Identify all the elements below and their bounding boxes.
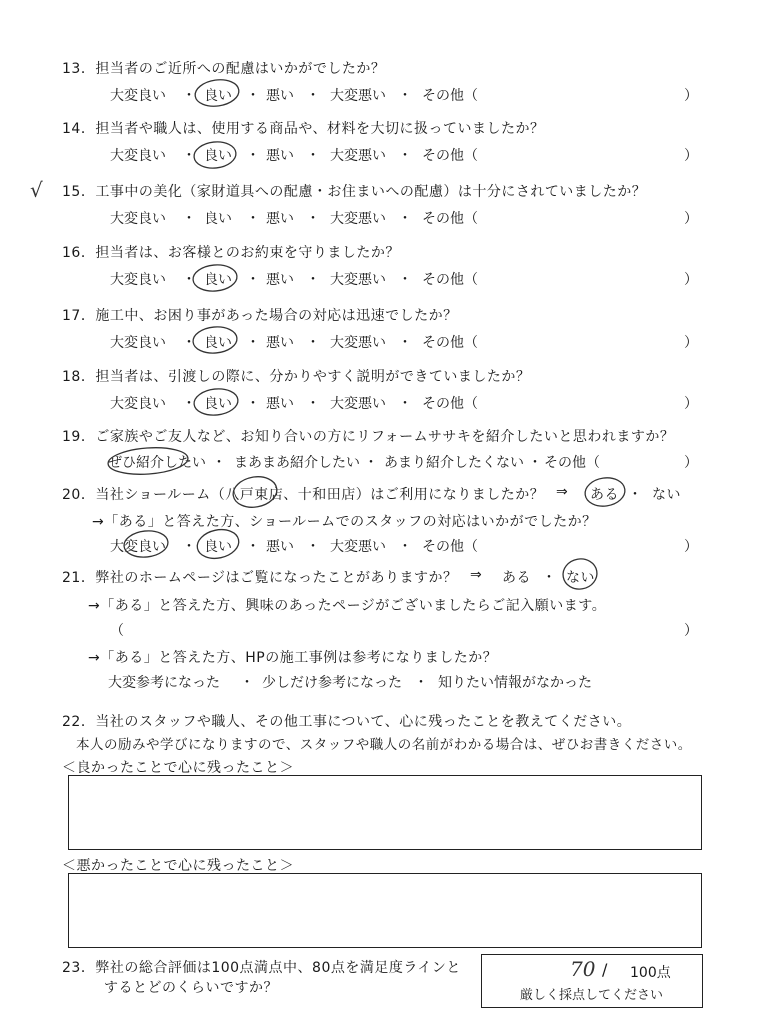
separator: ・: [398, 539, 412, 555]
q13-option[interactable]: 良い: [204, 88, 232, 104]
q20-yes[interactable]: ある: [590, 487, 619, 503]
q17-option: ）: [684, 335, 698, 351]
separator: ・: [246, 396, 260, 412]
q20-option[interactable]: 悪い: [266, 539, 294, 555]
q20-arrow: ⇒: [556, 484, 569, 500]
q17-option[interactable]: その他（: [422, 335, 478, 351]
q21-paren-close: ）: [684, 623, 699, 639]
q20-option: ）: [684, 539, 698, 555]
q21-paren-open: （: [110, 623, 125, 639]
separator: ・: [364, 455, 378, 471]
q17-text: 17．施工中、お困り事があった場合の対応は迅速でしたか？: [62, 308, 458, 324]
q16-text: 16．担当者は、お客様とのお約束を守りましたか？: [62, 245, 400, 261]
separator: ・: [212, 455, 226, 471]
q18-option[interactable]: 大変良い: [110, 396, 166, 412]
separator: ・: [246, 335, 260, 351]
good-comment-box[interactable]: [68, 775, 702, 850]
separator: ・: [246, 88, 260, 104]
q20-text: 20．当社ショールーム（八戸東店、十和田店）はご利用になりましたか？: [62, 487, 545, 503]
score-max: 100点: [630, 965, 671, 981]
q13-option[interactable]: その他（: [422, 88, 478, 104]
q21-follow1: →「ある」と答えた方、興味のあったページがございましたらご記入願います。: [88, 598, 607, 614]
q16-option[interactable]: 悪い: [266, 272, 294, 288]
separator: ・: [182, 88, 196, 104]
separator: ・: [182, 396, 196, 412]
separator: ・: [182, 539, 196, 555]
q15-option[interactable]: 大変良い: [110, 211, 166, 227]
q21-text: 21．弊社のホームページはご覧になったことがありますか？: [62, 570, 458, 586]
q13-option[interactable]: 悪い: [266, 88, 294, 104]
score-note: 厳しく採点してください: [520, 988, 664, 1003]
separator: ・: [246, 539, 260, 555]
q16-option[interactable]: 良い: [204, 272, 232, 288]
q17-option[interactable]: 良い: [204, 335, 232, 351]
q22-text: 22．当社のスタッフや職人、その他工事について、心に残ったことを教えてください。: [62, 714, 632, 730]
separator: ・: [414, 675, 428, 691]
q14-option[interactable]: その他（: [422, 148, 478, 164]
q20-option[interactable]: その他（: [422, 539, 478, 555]
q15-option: ）: [684, 211, 698, 227]
separator: ・: [240, 675, 254, 691]
q21-arrow: ⇒: [470, 567, 483, 583]
separator: ・: [182, 335, 196, 351]
separator: ・: [246, 211, 260, 227]
q17-option[interactable]: 大変良い: [110, 335, 166, 351]
separator: ・: [182, 148, 196, 164]
q19-text: 19．ご家族やご友人など、お知り合いの方にリフォームササキを紹介したいと思われますか？: [62, 429, 675, 445]
q17-option[interactable]: 大変悪い: [330, 335, 386, 351]
bad-comment-box[interactable]: [68, 873, 702, 948]
separator: ・: [628, 487, 643, 503]
q14-option[interactable]: 良い: [204, 148, 232, 164]
separator: ・: [182, 211, 196, 227]
separator: ・: [306, 335, 320, 351]
q21-option[interactable]: 知りたい情報がなかった: [438, 675, 592, 691]
q16-option[interactable]: 大変悪い: [330, 272, 386, 288]
q14-option[interactable]: 大変悪い: [330, 148, 386, 164]
check-icon: √: [30, 178, 43, 202]
q14-text: 14．担当者や職人は、使用する商品や、材料を大切に扱っていましたか？: [62, 121, 545, 137]
q17-option[interactable]: 悪い: [266, 335, 294, 351]
q21-follow2: →「ある」と答えた方、HPの施工事例は参考になりましたか？: [88, 650, 498, 666]
q22-sub: 本人の励みや学びになりますので、スタッフや職人の名前がわかる場合は、ぜひお書きください。: [76, 737, 692, 753]
written-score: 70: [570, 957, 596, 981]
q22-good-label: ＜良かったことで心に残ったこと＞: [62, 760, 294, 776]
separator: ・: [398, 396, 412, 412]
q20-follow: →「ある」と答えた方、ショールームでのスタッフの対応はいかがでしたか？: [92, 514, 597, 530]
q13-option: ）: [684, 88, 698, 104]
separator: ・: [182, 272, 196, 288]
q23-text2: するとどのくらいですか？: [104, 980, 278, 996]
separator: ・: [398, 88, 412, 104]
q20-no[interactable]: ない: [652, 487, 681, 503]
q15-option[interactable]: 大変悪い: [330, 211, 386, 227]
separator: ・: [306, 272, 320, 288]
separator: ・: [306, 148, 320, 164]
q14-option: ）: [684, 148, 698, 164]
q20-option[interactable]: 良い: [204, 539, 232, 555]
q14-option[interactable]: 悪い: [266, 148, 294, 164]
q21-option[interactable]: 大変参考になった: [108, 675, 220, 691]
q15-option[interactable]: その他（: [422, 211, 478, 227]
score-slash: /: [602, 960, 608, 979]
q19-option[interactable]: その他（: [544, 455, 600, 471]
separator: ・: [398, 272, 412, 288]
q19-option[interactable]: ぜひ紹介したい: [108, 455, 206, 471]
separator: ・: [528, 455, 542, 471]
q20-option[interactable]: 大変良い: [110, 539, 166, 555]
q19-option[interactable]: あまり紹介したくない: [384, 455, 524, 471]
q15-text: 15．工事中の美化（家財道具への配慮・お住まいへの配慮）は十分にされていましたか？: [62, 184, 647, 200]
separator: ・: [398, 211, 412, 227]
separator: ・: [306, 211, 320, 227]
q20-option[interactable]: 大変悪い: [330, 539, 386, 555]
q22-bad-label: ＜悪かったことで心に残ったこと＞: [62, 858, 294, 874]
separator: ・: [398, 148, 412, 164]
q16-option: ）: [684, 272, 698, 288]
separator: ・: [306, 396, 320, 412]
q13-option[interactable]: 大変良い: [110, 88, 166, 104]
q16-option[interactable]: その他（: [422, 272, 478, 288]
q16-option[interactable]: 大変良い: [110, 272, 166, 288]
q18-text: 18．担当者は、引渡しの際に、分かりやすく説明ができていましたか？: [62, 369, 531, 385]
q21-no[interactable]: ない: [566, 570, 595, 586]
q18-option[interactable]: 大変悪い: [330, 396, 386, 412]
q13-text: 13．担当者のご近所への配慮はいかがでしたか？: [62, 61, 386, 77]
separator: ・: [306, 539, 320, 555]
separator: ・: [542, 570, 557, 586]
q14-option[interactable]: 大変良い: [110, 148, 166, 164]
q18-option[interactable]: 良い: [204, 396, 232, 412]
q13-option[interactable]: 大変悪い: [330, 88, 386, 104]
q15-option[interactable]: 良い: [204, 211, 232, 227]
q18-option[interactable]: その他（: [422, 396, 478, 412]
q21-option[interactable]: 少しだけ参考になった: [262, 675, 402, 691]
q21-yes[interactable]: ある: [502, 570, 531, 586]
separator: ・: [306, 88, 320, 104]
q23-text1: 23．弊社の総合評価は100点満点中、80点を満足度ラインと: [62, 960, 461, 976]
q15-option[interactable]: 悪い: [266, 211, 294, 227]
q19-option[interactable]: まあまあ紹介したい: [234, 455, 360, 471]
separator: ・: [246, 148, 260, 164]
q18-option: ）: [684, 396, 698, 412]
q19-option: ）: [684, 455, 698, 471]
separator: ・: [246, 272, 260, 288]
separator: ・: [398, 335, 412, 351]
q18-option[interactable]: 悪い: [266, 396, 294, 412]
